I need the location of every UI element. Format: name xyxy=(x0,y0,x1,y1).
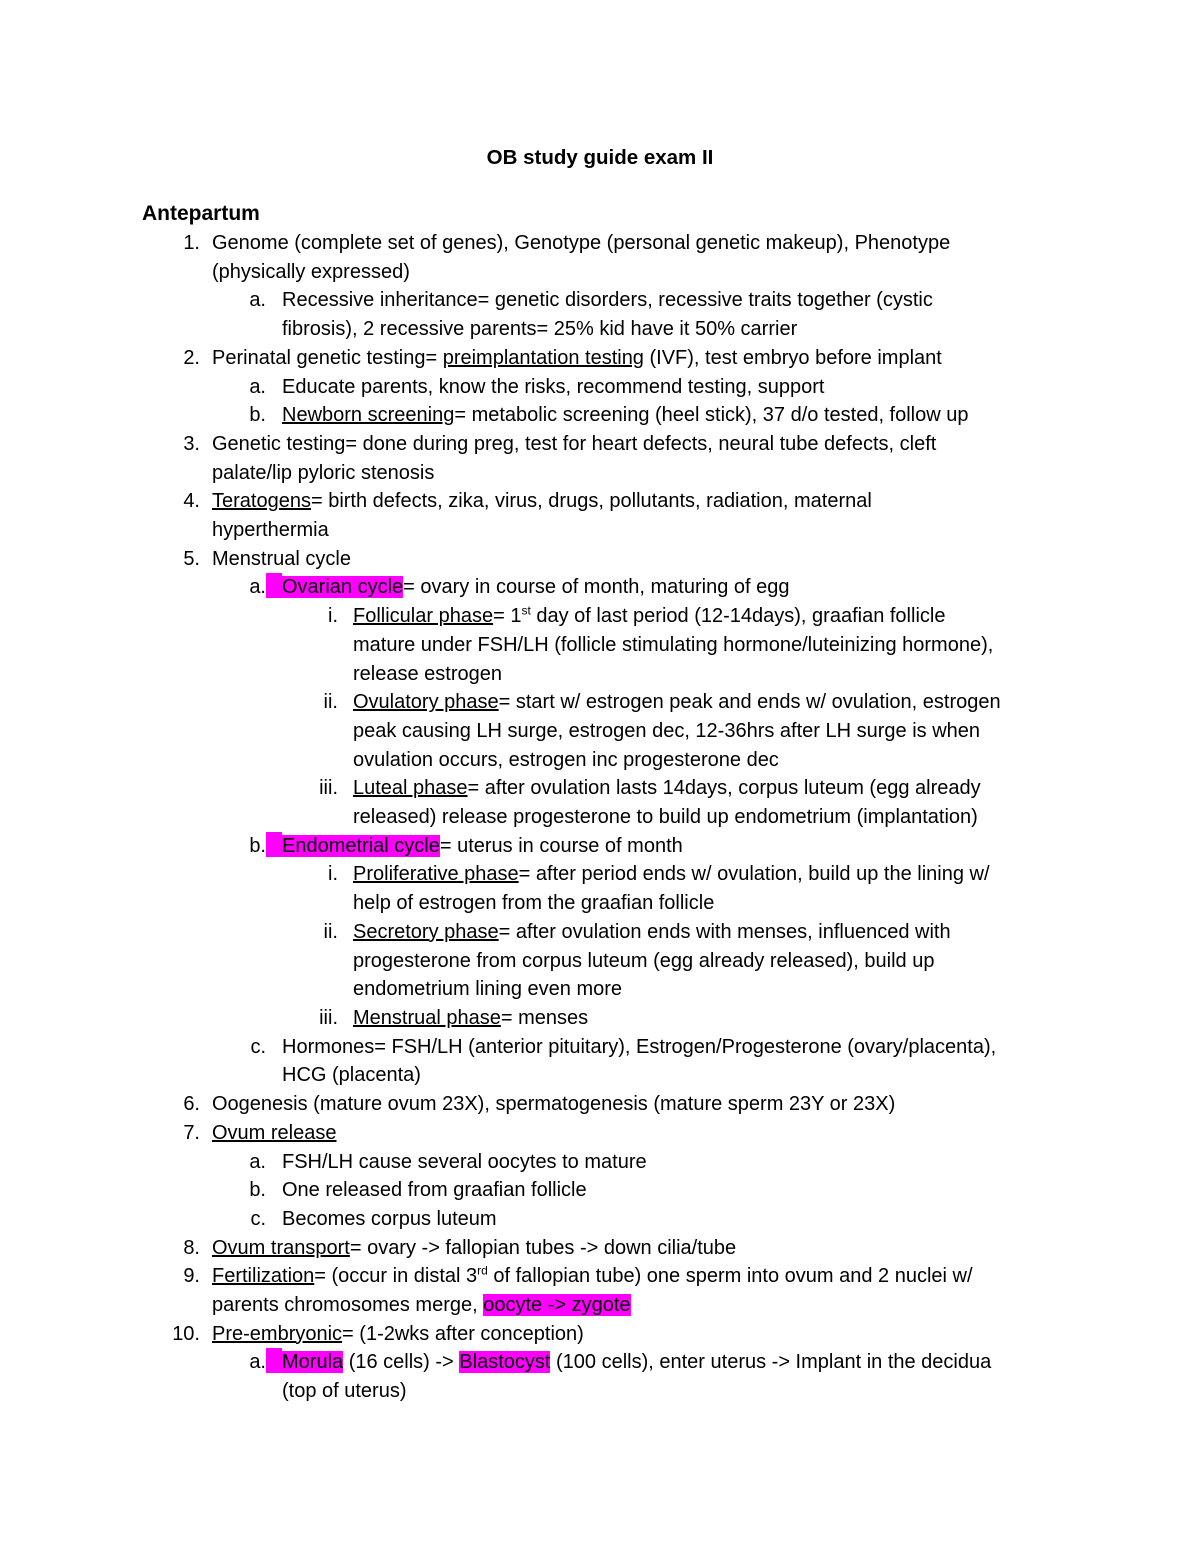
list-letter: a. xyxy=(249,1351,266,1374)
item-text-line: ovulation occurs, estrogen inc progesterone dec xyxy=(353,748,779,771)
list-roman: ii. xyxy=(323,691,338,714)
highlight-pad xyxy=(266,832,282,857)
item-text-line xyxy=(212,344,1200,373)
superscript: st xyxy=(521,603,531,618)
underlined-term: Secretory phase xyxy=(353,920,499,943)
superscript: rd xyxy=(477,1263,488,1278)
item-text: Perinatal genetic testing= xyxy=(212,346,443,369)
item-text-line xyxy=(353,602,1200,631)
list-item-4 xyxy=(0,487,1200,544)
item-text-line: release estrogen xyxy=(353,662,502,685)
item-text-line: Menstrual cycle xyxy=(212,547,351,570)
item-text-line: Educate parents, know the risks, recommend testing, support xyxy=(282,375,825,398)
list-number: 3. xyxy=(183,432,200,455)
item-text: (IVF), test embryo before implant xyxy=(643,346,942,369)
list-item-2 xyxy=(0,344,1200,373)
item-text: parents chromosomes merge, xyxy=(212,1294,484,1317)
item-text: = (1-2wks after conception) xyxy=(342,1322,584,1345)
item-text-line: One released from graafian follicle xyxy=(282,1179,587,1202)
list-letter: b. xyxy=(249,404,266,427)
item-text-line: endometrium lining even more xyxy=(353,978,623,1001)
item-text-line: fibrosis), 2 recessive parents= 25% kid have it 50% carrier xyxy=(282,318,798,341)
underlined-term: Luteal phase xyxy=(353,777,468,800)
item-text-line: hyperthermia xyxy=(212,519,329,542)
item-text: = ovary in course of month, maturing of egg xyxy=(403,576,790,599)
underlined-term: Ovum release xyxy=(212,1121,337,1144)
item-text-line xyxy=(353,774,1200,803)
list-item-6 xyxy=(0,1090,1200,1119)
item-text: day of last period (12-14days), graafian follicle xyxy=(530,605,946,628)
item-text: = metabolic screening (heel stick), 37 d/o tested, follow up xyxy=(454,404,969,427)
list-item-1a xyxy=(0,286,1200,343)
item-text-line: released) release progesterone to build up endometrium (implantation) xyxy=(353,806,978,829)
item-text: = after ovulation ends with menses, influenced with xyxy=(498,920,951,943)
list-item-7 xyxy=(0,1119,1200,1148)
underlined-term: preimplantation testing xyxy=(442,346,644,369)
item-text-line: HCG (placenta) xyxy=(282,1064,421,1087)
item-text-line: palate/lip pyloric stenosis xyxy=(212,461,435,484)
item-text: = after period ends w/ ovulation, build up the lining w/ xyxy=(518,863,990,886)
item-text-line xyxy=(353,918,1200,947)
item-text-line: Becomes corpus luteum xyxy=(282,1207,497,1230)
underlined-term: Ovulatory phase xyxy=(353,691,499,714)
underlined-term: Follicular phase xyxy=(353,605,494,628)
study-guide-list xyxy=(0,229,1200,1406)
underlined-term: Teratogens xyxy=(212,490,311,513)
list-item-9 xyxy=(0,1262,1200,1319)
highlight-pad xyxy=(266,1348,282,1373)
item-text-line xyxy=(282,401,1200,430)
item-text-line xyxy=(212,1119,1200,1148)
item-text-line: FSH/LH cause several oocytes to mature xyxy=(282,1150,647,1173)
list-item-7c xyxy=(0,1205,1200,1234)
item-text-line xyxy=(212,487,1200,516)
list-number: 5. xyxy=(183,547,200,570)
item-text: (100 cells), enter uterus -> Implant in the decidua xyxy=(550,1351,992,1374)
list-number: 8. xyxy=(183,1236,200,1259)
list-number: 2. xyxy=(183,346,200,369)
underlined-term: Ovum transport xyxy=(212,1236,350,1259)
list-letter: a. xyxy=(249,375,266,398)
list-item-5a-i xyxy=(0,602,1200,688)
list-roman: ii. xyxy=(323,920,338,943)
list-item-2a xyxy=(0,373,1200,402)
item-text: = start w/ estrogen peak and ends w/ ovulation, estrogen xyxy=(498,691,1001,714)
list-item-7a xyxy=(0,1148,1200,1177)
list-roman: i. xyxy=(328,605,338,628)
underlined-term: Proliferative phase xyxy=(353,863,519,886)
list-number: 6. xyxy=(183,1093,200,1116)
list-number: 10. xyxy=(172,1322,200,1345)
list-letter: a. xyxy=(249,289,266,312)
list-item-7b xyxy=(0,1176,1200,1205)
item-text-line: mature under FSH/LH (follicle stimulating hormone/luteinizing hormone), xyxy=(353,633,994,656)
section-heading-antepartum: Antepartum xyxy=(142,202,260,225)
list-number: 9. xyxy=(183,1265,200,1288)
list-roman: iii. xyxy=(319,1006,338,1029)
list-roman: iii. xyxy=(319,777,338,800)
item-text-line xyxy=(266,1348,1200,1377)
item-text: = after ovulation lasts 14days, corpus luteum (egg already xyxy=(467,777,981,800)
list-item-5c xyxy=(0,1033,1200,1090)
list-number: 1. xyxy=(183,232,200,254)
list-item-1 xyxy=(0,229,1200,286)
list-item-5a-ii xyxy=(0,688,1200,774)
highlighted-term: Endometrial cycle xyxy=(282,834,440,857)
list-item-8 xyxy=(0,1234,1200,1263)
highlighted-term: Blastocyst xyxy=(459,1351,551,1374)
item-text-line: peak causing LH surge, estrogen dec, 12-36hrs after LH surge is when xyxy=(353,719,981,742)
item-text-line xyxy=(266,573,1200,602)
list-letter: b. xyxy=(249,1179,266,1202)
list-letter: c. xyxy=(250,1035,266,1058)
underlined-term: Newborn screening xyxy=(282,404,455,427)
underlined-term: Menstrual phase xyxy=(353,1006,501,1029)
list-item-5a-iii xyxy=(0,774,1200,831)
item-text-line: Genome (complete set of genes), Genotype (personal genetic makeup), Phenotype xyxy=(212,232,951,254)
list-roman: i. xyxy=(328,863,338,886)
list-item-5 xyxy=(0,545,1200,574)
list-item-5a xyxy=(0,573,1200,602)
item-text: = 1 xyxy=(493,605,522,628)
item-text-line: (physically expressed) xyxy=(212,260,410,283)
list-item-5b-i xyxy=(0,860,1200,917)
list-item-10 xyxy=(0,1320,1200,1349)
item-text: = menses xyxy=(500,1006,589,1029)
item-text-line xyxy=(266,832,1200,861)
list-letter: a. xyxy=(249,1150,266,1173)
underlined-term: Fertilization xyxy=(212,1265,315,1288)
item-text: (16 cells) -> xyxy=(343,1351,460,1374)
item-text: = uterus in course of month xyxy=(439,834,683,857)
item-text-line: progesterone from corpus luteum (egg already released), build up xyxy=(353,949,935,972)
item-text-line: (top of uterus) xyxy=(282,1380,407,1403)
list-item-5b xyxy=(0,832,1200,861)
list-letter: a. xyxy=(249,576,266,599)
item-text-line: Genetic testing= done during preg, test for heart defects, neural tube defects, cleft xyxy=(212,432,937,455)
item-text-line: Recessive inheritance= genetic disorders, recessive traits together (cystic xyxy=(282,289,933,312)
item-text-line xyxy=(212,1262,1200,1291)
list-item-5b-iii xyxy=(0,1004,1200,1033)
list-number: 4. xyxy=(183,490,200,513)
list-item-2b xyxy=(0,401,1200,430)
item-text-line: help of estrogen from the graafian follicle xyxy=(353,892,715,915)
item-text-line: Oogenesis (mature ovum 23X), spermatogenesis (mature sperm 23Y or 23X) xyxy=(212,1093,896,1116)
item-text-line xyxy=(212,1234,1200,1263)
highlighted-term: oocyte -> zygote xyxy=(483,1294,631,1317)
list-number: 7. xyxy=(183,1121,200,1144)
item-text-line xyxy=(353,860,1200,889)
list-item-10a xyxy=(0,1348,1200,1405)
item-text-line xyxy=(353,688,1200,717)
highlighted-term: Ovarian cycle xyxy=(282,576,404,599)
highlight-pad xyxy=(266,573,282,598)
highlighted-term: Morula xyxy=(282,1351,344,1374)
item-text: = (occur in distal 3 xyxy=(314,1265,478,1288)
item-text: of fallopian tube) one sperm into ovum and 2 nuclei w/ xyxy=(487,1265,973,1288)
list-item-3 xyxy=(0,430,1200,487)
document-title: OB study guide exam II xyxy=(486,146,714,169)
item-text: = birth defects, zika, virus, drugs, pollutants, radiation, maternal xyxy=(310,490,872,513)
item-text-line: Hormones= FSH/LH (anterior pituitary), Estrogen/Progesterone (ovary/placenta), xyxy=(282,1035,997,1058)
item-text-line xyxy=(353,1004,1200,1033)
list-item-5b-ii xyxy=(0,918,1200,1004)
underlined-term: Pre-embryonic xyxy=(212,1322,343,1345)
list-letter: b. xyxy=(249,834,266,857)
item-text-line xyxy=(212,1291,1200,1320)
item-text-line xyxy=(212,1320,1200,1349)
item-text: = ovary -> fallopian tubes -> down cilia/tube xyxy=(349,1236,737,1259)
list-letter: c. xyxy=(250,1207,266,1230)
